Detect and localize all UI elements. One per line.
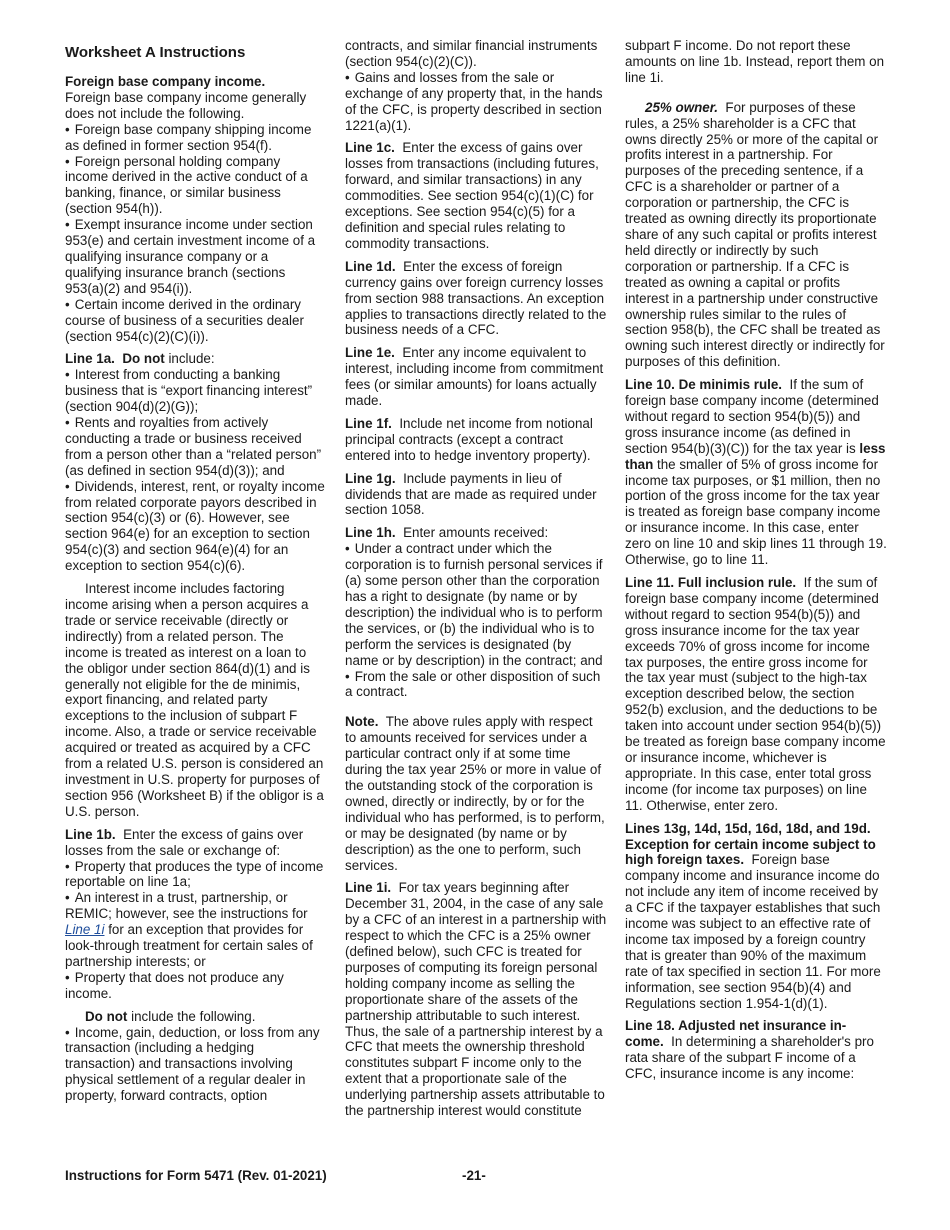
line-1b-bullet-3: • Property that does not produce any income. [65, 970, 327, 1002]
line-10-section [625, 377, 887, 568]
continued-text-col3: subpart F income. Do not report these amounts on line 1b. Instead, report them on line 1i. [625, 38, 885, 85]
line-1i-heading: Line 1i. [345, 880, 392, 896]
line-1g-heading: Line 1g. [345, 470, 396, 486]
line-13-section [625, 821, 887, 1012]
line-1d-heading: Line 1d. [345, 258, 396, 274]
line-1g-text: Include payments in lieu of dividends that are made as required under section 1058. [345, 470, 597, 518]
line-1h-bullet-2: • From the sale or other disposition of such a contract. [345, 669, 607, 701]
continued-bullet-1: • Gains and losses from the sale or exchange of any property that, in the hands of the CFC, is property described in section 1221(a)(1). [345, 70, 607, 134]
owner-section [625, 100, 887, 370]
fbci-text: Foreign base company income generally does not include the following. [65, 89, 307, 121]
line-1b-bullet-2-pre: An interest in a trust, partnership, or REMIC; however, see the instructions for [65, 890, 308, 922]
line-1h-text: Enter amounts received: [403, 525, 549, 541]
continued-section [345, 38, 607, 133]
do-not-bold: Do not [85, 1008, 128, 1024]
line-1d-text: Enter the excess of foreign currency gains over foreign currency losses from section 988 transactions. An exception applies to transactions directly related to the business needs of a CFC. [345, 258, 607, 338]
do-not-bullet-1: • Income, gain, deduction, or loss from any transaction (including a hedging transaction) and transactions involving physical settlement of a regular dealer in property, forward contracts, option [65, 1025, 327, 1105]
line-1h-heading: Line 1h. [345, 525, 396, 541]
line-18-text: In determining a shareholder's pro rata share of the subpart F income of a CFC, insurance income is any income: [625, 1034, 874, 1082]
line-1b-bullet-2-post: for an exception that provides for look-through treatment for certain sales of partnership interests; or [65, 922, 313, 969]
line-1h-section [345, 525, 607, 700]
line-1c-section [345, 140, 607, 251]
footer-page-number: -21- [462, 1168, 486, 1183]
line-1a-bullet-3: • Dividends, interest, rent, or royalty income from related corporate payors described in section 954(c)(3) or (6). However, see section 964(e) for an exception to section 954(c)(3) and section 964(e)(4) for an exception to section 954(c)(6). [65, 479, 327, 574]
worksheet-title: Worksheet A Instructions [65, 44, 246, 61]
line-1b-text: Enter the excess of gains over losses from the sale or exchange of: [65, 826, 304, 858]
line-1f-section [345, 416, 607, 464]
note-section [345, 714, 607, 873]
line-1a-do-not: Do not [122, 351, 165, 367]
line-1f-text: Include net income from notional principal contracts (except a contract entered into to hedge inventory property). [345, 415, 593, 463]
line-1h-bullet-1: • Under a contract under which the corporation is to furnish personal services if (a) some person other than the corporation has a right to designate (by name or by description) the individual who is to perform the services, or (b) the individual who is to perform the services is designated (by name or by description) in the contract; and [345, 541, 607, 668]
column-1 [65, 38, 327, 1104]
line-11-text: If the sum of foreign base company income (determined without regard to section 954(b)(5)) and gross insurance income for the tax year exceeds 70% of gross income for income tax purposes, the entire gross income for the tax year must (subject to the high-tax exception described below, the section 952(b) exclusion, and the deductions to be taken into account under section 954(b)(5)) be treated as foreign base company income or insurance income, whichever is appropriate. In this case, enter total gross income (for income tax purposes) on line 11. Otherwise, enter zero. [625, 575, 886, 813]
line-1a-text: include: [164, 351, 215, 367]
owner-heading: 25% owner. [645, 99, 718, 115]
fbci-bullet-1: • Foreign base company shipping income as defined in former section 954(f). [65, 122, 327, 154]
fbci-bullet-4: • Certain income derived in the ordinary course of business of a securities dealer (section 954(c)(2)(C)(i)). [65, 297, 327, 345]
line-1a-heading: Line 1a. [65, 351, 115, 367]
line-11-section [625, 575, 887, 814]
line-1e-section [345, 345, 607, 409]
do-not-text: include the following. [127, 1008, 256, 1024]
fbci-bullet-2: • Foreign personal holding company income derived in the active conduct of a banking, finance, or similar business (section 954(h)). [65, 154, 327, 218]
line-1i-section [345, 880, 607, 1119]
fbci-heading: Foreign base company income. [65, 74, 266, 89]
line-1i-link[interactable]: Line 1i [65, 922, 105, 938]
line-1e-heading: Line 1e. [345, 345, 395, 361]
line-13-text: Foreign base company income and insurance income do not include any item of income received by a CFC if the taxpayer establishes that such income was subject to an effective rate of income tax imposed by a foreign country that is greater than 90% of the maximum rate of tax specified in section 11. For more information, see section 954(b)(4) and Regulations section 1.954-1(d)(1). [625, 852, 881, 1011]
line-1e-text: Enter any income equivalent to interest, including income from commitment fees (or similar amounts) for loans actually made. [345, 345, 604, 409]
line-1b-heading: Line 1b. [65, 826, 116, 842]
line-1d-section [345, 259, 607, 339]
line-1f-heading: Line 1f. [345, 415, 392, 431]
continued-text: contracts, and similar financial instruments (section 954(c)(2)(C)). [345, 38, 598, 69]
line-1a-bullet-2: • Rents and royalties from actively conducting a trade or business received from a person other than a “related person” (as defined in section 954(d)(3)); and [65, 415, 327, 479]
footer-form-title: Instructions for Form 5471 (Rev. 01-2021) [65, 1168, 327, 1183]
line-10-heading: Line 10. De minimis rule. [625, 377, 783, 393]
line-1a-bullet-1: • Interest from conducting a banking business that is “export financing interest” (section 904(d)(2)(G)); [65, 367, 327, 415]
fbci-section [65, 74, 327, 344]
line-1c-text: Enter the excess of gains over losses from transactions (including futures, forward, and similar transactions) in any commodities. See section 954(c)(1)(C) for exceptions. See section 954(c)(5) for a definition and special rules relating to commodity transactions. [345, 140, 599, 251]
line-1b-bullet-1: • Property that produces the type of income reportable on line 1a; [65, 859, 327, 891]
line-10-text-2: the smaller of 5% of gross income for income tax purposes, or $1 million, then no portion of the gross income for the tax year is treated as foreign base company income or insurance income. In this case, enter zero on line 10 and skip lines 11 through 19. Otherwise, go to line 11. [625, 456, 887, 568]
line-10-text-1: If the sum of foreign base company income (determined without regard to section 954(b)(5)) and gross insurance income (as defined in section 954(b)(3)(C)) for the tax year is [625, 377, 879, 456]
note-text: The above rules apply with respect to amounts received for services under a particular contract only if at some time during the tax year 25% or more in value of the outstanding stock of the corporation is owned, directly or indirectly, by or for the individual who has performed, is to perform, or may be designated (by name or by description) as the one to perform, such services. [345, 714, 605, 873]
line-1a-section [65, 351, 327, 574]
line-18-heading: Line 18. Adjusted net insurance in-come. [625, 1018, 847, 1050]
line-1c-heading: Line 1c. [345, 140, 395, 156]
line-1b-section [65, 827, 327, 1002]
interest-paragraph: Interest income includes factoring income arising when a person acquires a trade or service receivable (directly or indirectly) from a related person. The income is treated as interest on a loan to the obligor under section 864(d)(1) and is generally not eligible for the de minimis, export financing, and related party exceptions to the inclusion of subpart F income. Also, a trade or service receivable acquired or treated as acquired by a CFC from a related U.S. person is considered an investment in U.S. property for purposes of section 956 (Worksheet B) if the obligor is a U.S. person. [65, 581, 324, 819]
line-11-heading: Line 11. Full inclusion rule. [625, 575, 797, 590]
line-10-bold: less than [625, 440, 886, 472]
owner-text: For purposes of these rules, a 25% shareholder is a CFC that owns directly 25% or more of the capital or profits interest in a partnership. For purposes of the preceding sentence, if a CFC is a shareholder or partner of a corporation or partnership, the CFC is treated as owning directly its proportionate share of any such capital or profits interest held directly or indirectly by such corporation or partnership. If a CFC is treated as owning a capital or profits interest in a partnership under constructive ownership rules similar to the rules of section 958(b), the CFC shall be treated as owning such interest directly or indirectly for purposes of this definition. [625, 99, 885, 370]
line-1b-bullet-2 [65, 890, 327, 970]
line-18-section [625, 1018, 887, 1082]
fbci-bullet-3: • Exempt insurance income under section 953(e) and certain investment income of a qualifying insurance company or a qualifying insurance branch (sections 953(a)(2) and 954(i)). [65, 217, 327, 297]
column-3 [625, 38, 887, 1082]
line-1i-text: For tax years beginning after December 31, 2004, in the case of any sale by a CFC of an interest in a partnership with respect to which the CFC is a 25% owner (defined below), such CFC is treated for purposes of computing its foreign personal holding company income as selling the proportionate share of the assets of the partnership attributable to such interest. Thus, the sale of a partnership interest by a CFC that meets the ownership threshold constitutes subpart F income only to the extent that a proportionate sale of the underlying partnership assets attributable to the partnership interest would constitute [345, 880, 607, 1119]
do-not-include-section [65, 1009, 327, 1104]
line-13-heading: Lines 13g, 14d, 15d, 16d, 18d, and 19d. Exception for certain income subject to high foreign taxes. [625, 820, 876, 868]
column-2 [345, 38, 607, 1119]
note-heading: Note. [345, 714, 379, 730]
line-1g-section [345, 471, 607, 519]
